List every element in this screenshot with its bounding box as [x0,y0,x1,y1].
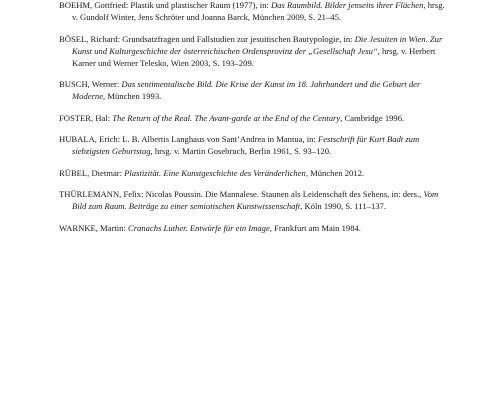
entry-text: THÜRLEMANN, Felix: Nicolas Poussin. Die Mannalese. Staunen als Leidenschaft des Sehens, in: ders., [59,189,424,199]
entry-title: Vom Bild zum Raum. Beiträge zu einer semiotischen Kunstwissenschaft [72,189,439,211]
entry-text: , hrsg. v. Herbert Karner und Werner Telesko, Wien 2003, S. 193–209. [72,45,436,68]
entry-text: WARNKE, Martin: [59,222,128,233]
entry-text: BUSCH, Werner: [59,79,122,89]
bibliography-entry-thuerlemann [59,188,447,212]
entry-text: HUBALA, Erich: L. B. Albertis Langhaus von Sant’Andrea in Mantua, in: [59,134,318,144]
bibliography-entry-boesel [59,33,447,69]
entry-title: Die Jesuiten in Wien. Zur Kunst und Kulturgeschichte der österreichischen Ordensprovinz der „Gesellschaft Jesu“ [72,33,443,56]
entry-title: Das Raumbild. Bilder jenseits ihrer Flächen [270,0,424,10]
bibliography-list [59,0,447,243]
bibliography-entry-ruebel [59,167,447,179]
entry-text: FOSTER, Hal: [59,112,113,123]
entry-text: , München 2012. [305,167,365,178]
bibliography-entry-warnke [59,222,447,234]
entry-text: BOEHM, Gottfried: Plastik und plastischer Raum (1977), in: [59,0,271,10]
bibliography-entry-foster [59,112,447,124]
entry-text: , Köln 1990, S. 111–137. [300,201,386,211]
entry-text: , hrsg. v. Gundolf Winter, Jens Schröter und Joanna Barck, München 2009, S. 21–45. [72,0,445,22]
entry-text: BÖSEL, Richard: Grundsatzfragen und Fallstudien zur jesuitischen Bautypologie, in: [59,33,355,44]
entry-title: The Return of the Real. The Avant-garde at the End of the Century [112,112,341,123]
entry-title: Festschrift für Kurt Badt zum siebzigsten Geburtstag [72,134,420,156]
entry-text: , Frankfurt am Main 1984. [269,222,361,233]
entry-text: , Cambridge 1996. [340,112,405,123]
entry-text: RÜBEL, Dietmar: [59,167,125,178]
entry-text: , hrsg. v. Martin Gosebruch, Berlin 1961, S. 93–120. [150,146,332,156]
entry-title: Plastizität. Eine Kunstgeschichte des Veränderlichen [124,167,306,178]
bibliography-entry-boehm [59,0,447,23]
entry-title: Das sentimentalische Bild. Die Krise der Kunst im 18. Jahrhundert und die Geburt der Moderne [72,79,421,101]
bibliography-entry-busch [59,78,447,102]
entry-title: Cranachs Luther. Entwürfe für ein Image [127,222,270,233]
bibliography-entry-hubala [59,133,447,157]
entry-text: , München 1993. [103,91,162,101]
